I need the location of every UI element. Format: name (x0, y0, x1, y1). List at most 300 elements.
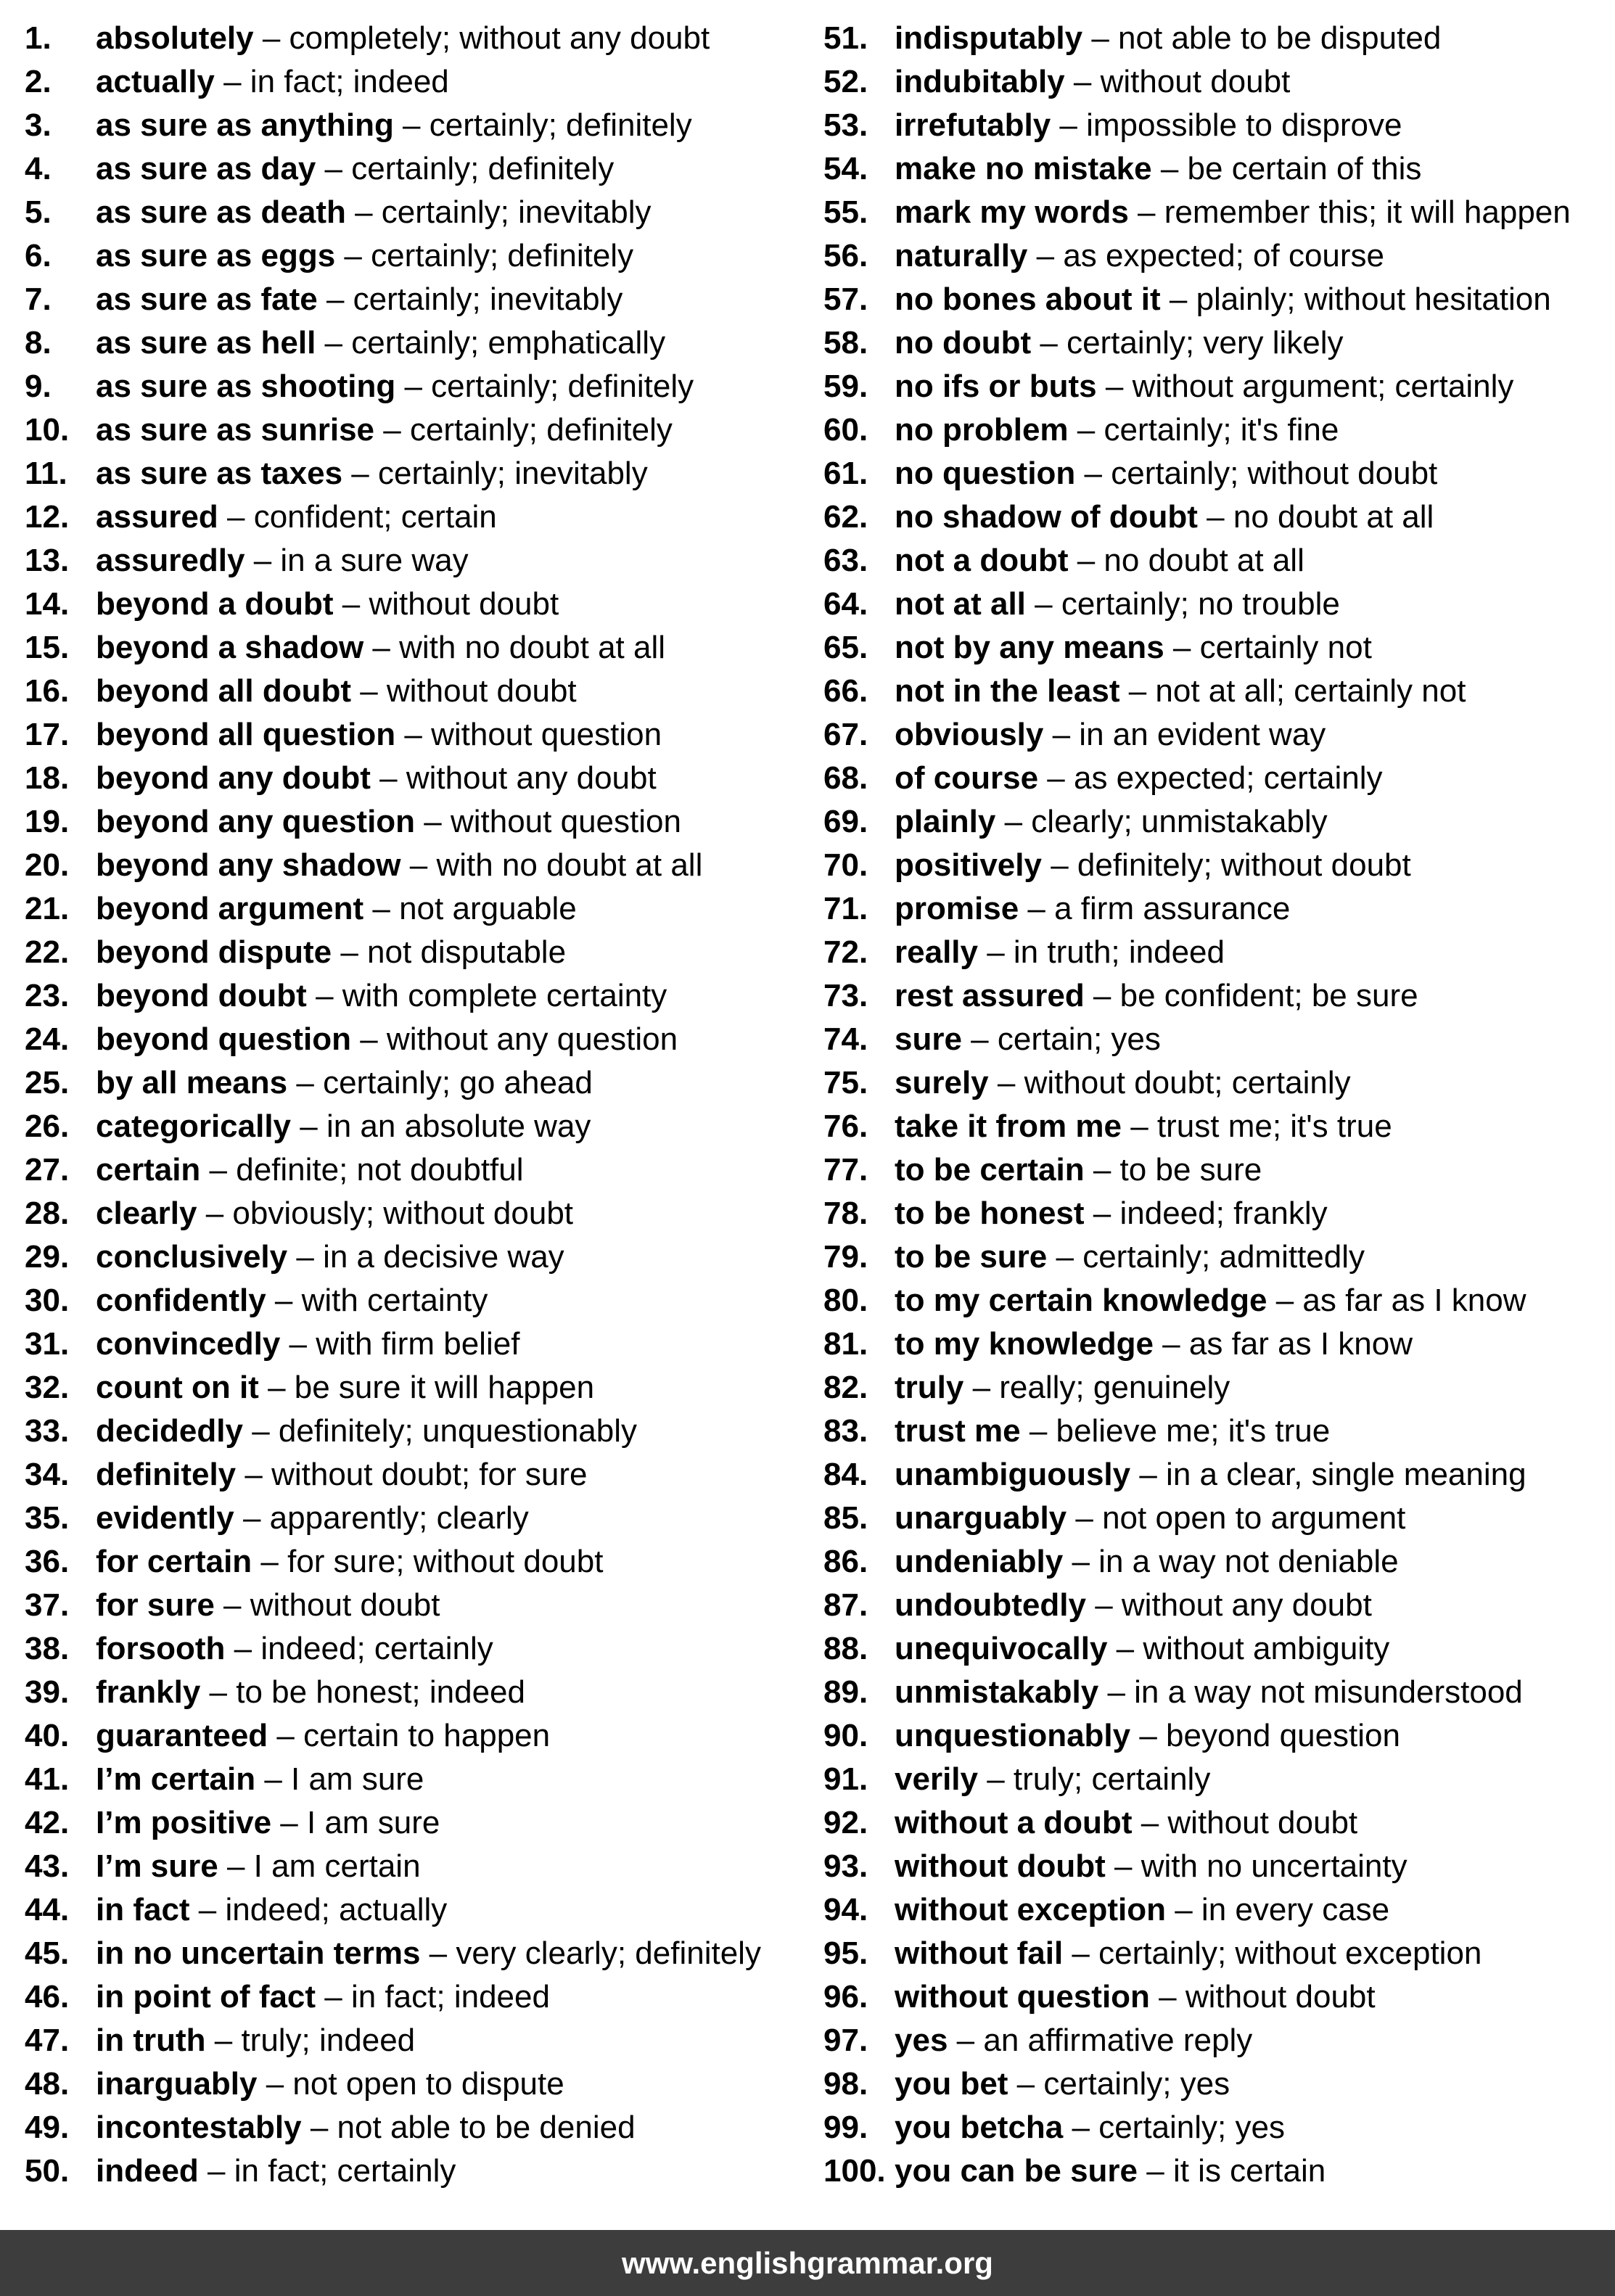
item-number: 11. (25, 456, 67, 491)
item-term: beyond argument (96, 891, 364, 926)
list-item (25, 234, 794, 278)
item-term: no problem (895, 412, 1069, 448)
item-separator: – (214, 64, 250, 99)
item-definition: without doubt (386, 673, 577, 709)
list-item (25, 1105, 794, 1148)
item-number: 71. (823, 891, 868, 926)
item-number: 40. (25, 1718, 70, 1753)
item-number: 99. (823, 2110, 868, 2145)
item-number: 41. (25, 1761, 70, 1797)
item-text (96, 2062, 564, 2106)
item-text (895, 1714, 1400, 1758)
item-term: unequivocally (895, 1631, 1108, 1666)
item-term: yes (895, 2023, 948, 2058)
item-term: indeed (96, 2153, 199, 2189)
item-definition: in a way not deniable (1098, 1544, 1399, 1579)
item-number: 26. (25, 1108, 70, 1144)
item-number: 58. (823, 325, 868, 361)
list-item (823, 2019, 1607, 2062)
item-number: 15. (25, 630, 70, 665)
item-separator: – (218, 1848, 254, 1884)
list-item (823, 2106, 1607, 2149)
item-text (895, 495, 1434, 539)
item-term: really (895, 934, 978, 970)
item-definition: be sure it will happen (294, 1370, 595, 1405)
list-item (823, 1497, 1607, 1540)
item-definition: not at all; certainly not (1155, 673, 1466, 709)
item-separator: – (1047, 1239, 1083, 1275)
item-term: beyond all question (96, 717, 396, 752)
item-term: truly (895, 1370, 964, 1405)
list-item (823, 1322, 1607, 1366)
item-number: 92. (823, 1805, 868, 1840)
item-separator: – (255, 1761, 292, 1797)
item-term: of course (895, 760, 1039, 796)
item-definition: not open to dispute (292, 2066, 564, 2102)
item-number: 55. (823, 194, 868, 230)
item-text (96, 1540, 603, 1584)
item-number: 84. (823, 1457, 868, 1492)
item-term: definitely (96, 1457, 237, 1492)
item-number: 10. (25, 412, 70, 448)
item-number: 73. (823, 978, 868, 1013)
item-separator: – (1085, 1587, 1122, 1623)
item-number: 89. (823, 1674, 868, 1710)
item-separator: – (306, 978, 342, 1013)
item-term: without a doubt (895, 1805, 1133, 1840)
list-item (25, 1018, 794, 1061)
item-definition: in truth; indeed (1013, 934, 1225, 970)
item-text (895, 365, 1513, 408)
item-term: unarguably (895, 1500, 1067, 1536)
item-definition: impossible to disprove (1086, 107, 1402, 143)
list-item (25, 1540, 794, 1584)
list-item (823, 1627, 1607, 1671)
item-text (96, 191, 652, 234)
item-number: 8. (25, 325, 52, 361)
item-text (895, 670, 1466, 713)
item-text (96, 1671, 525, 1714)
list-item (25, 495, 794, 539)
item-number: 74. (823, 1021, 868, 1057)
item-separator: – (1051, 107, 1087, 143)
item-separator: – (333, 586, 369, 622)
item-term: categorically (96, 1108, 292, 1144)
item-definition: indeed; certainly (260, 1631, 493, 1666)
item-number: 36. (25, 1544, 70, 1579)
item-separator: – (351, 1021, 387, 1057)
item-number: 94. (823, 1892, 868, 1927)
list-item (25, 1758, 794, 1801)
item-number: 28. (25, 1196, 70, 1231)
item-separator: – (271, 1805, 307, 1840)
item-definition: it is certain (1172, 2153, 1326, 2189)
item-text (895, 1932, 1482, 1975)
item-separator: – (197, 1196, 233, 1231)
item-term: to be honest (895, 1196, 1085, 1231)
list-item (823, 1888, 1607, 1932)
item-term: certain (96, 1152, 201, 1188)
item-term: no question (895, 456, 1076, 491)
item-number: 45. (25, 1935, 70, 1971)
list-item (25, 104, 794, 147)
list-item (25, 713, 794, 757)
list-item (823, 1932, 1607, 1975)
item-text (895, 2106, 1285, 2149)
item-term: without question (895, 1979, 1150, 2015)
list-item (25, 408, 794, 452)
item-text (96, 1061, 593, 1105)
item-number: 42. (25, 1805, 70, 1840)
list-item (823, 670, 1607, 713)
item-separator: – (316, 1979, 351, 2015)
item-separator: – (1132, 1805, 1168, 1840)
item-definition: no doubt at all (1233, 499, 1434, 535)
item-definition: be confident; be sure (1119, 978, 1418, 1013)
item-definition: certainly; definitely (429, 107, 692, 143)
item-definition: as far as I know (1188, 1326, 1413, 1362)
item-term: verily (895, 1761, 978, 1797)
item-term: conclusively (96, 1239, 288, 1275)
list-item (823, 1279, 1607, 1322)
item-number: 98. (823, 2066, 868, 2102)
item-separator: – (948, 2023, 984, 2058)
item-separator: – (1063, 1935, 1099, 1971)
right-column (823, 17, 1607, 2193)
item-definition: in fact; indeed (350, 1979, 550, 2015)
item-separator: – (200, 1152, 237, 1188)
list-item (25, 1584, 794, 1627)
list-item (25, 626, 794, 670)
item-number: 3. (25, 107, 52, 143)
item-text (895, 278, 1551, 321)
item-number: 70. (823, 847, 868, 883)
item-number: 61. (823, 456, 868, 491)
item-separator: – (257, 2066, 293, 2102)
list-item (823, 1453, 1607, 1497)
item-term: unquestionably (895, 1718, 1131, 1753)
item-definition: certain; yes (997, 1021, 1161, 1057)
list-item (25, 931, 794, 974)
footer-url[interactable]: www.englishgrammar.org (622, 2246, 993, 2280)
item-number: 39. (25, 1674, 70, 1710)
item-term: beyond any question (96, 804, 416, 839)
item-separator: – (350, 673, 387, 709)
item-term: forsooth (96, 1631, 226, 1666)
item-text (895, 1845, 1408, 1888)
item-text (895, 1235, 1365, 1279)
item-separator: – (1107, 1631, 1143, 1666)
item-separator: – (1063, 1544, 1099, 1579)
item-number: 59. (823, 369, 868, 404)
list-item (823, 844, 1607, 887)
item-number: 29. (25, 1239, 70, 1275)
item-term: undeniably (895, 1544, 1064, 1579)
item-definition: an affirmative reply (983, 2023, 1253, 2058)
item-definition: certainly; definitely (371, 238, 634, 273)
list-item (823, 1192, 1607, 1235)
item-separator: – (1130, 1718, 1167, 1753)
item-term: as sure as eggs (96, 238, 336, 273)
item-number: 19. (25, 804, 70, 839)
item-number: 35. (25, 1500, 70, 1536)
list-item (25, 670, 794, 713)
item-definition: without doubt; for sure (271, 1457, 588, 1492)
item-text (96, 1975, 550, 2019)
list-item (25, 757, 794, 800)
item-definition: without any doubt (1121, 1587, 1372, 1623)
item-term: beyond doubt (96, 978, 307, 1013)
list-item (823, 1801, 1607, 1845)
item-number: 83. (823, 1413, 868, 1449)
item-text (96, 1018, 678, 1061)
item-term: guaranteed (96, 1718, 268, 1753)
item-separator: – (1041, 847, 1077, 883)
item-text (96, 1714, 550, 1758)
list-item (25, 2106, 794, 2149)
item-text (96, 800, 681, 844)
item-definition: with no doubt at all (399, 630, 666, 665)
item-separator: – (393, 107, 430, 143)
item-text (96, 539, 469, 583)
list-item (25, 17, 794, 60)
item-term: assured (96, 499, 218, 535)
item-term: count on it (96, 1370, 259, 1405)
item-number: 76. (823, 1108, 868, 1144)
item-separator: – (244, 543, 281, 578)
item-text (895, 1497, 1405, 1540)
list-item (25, 583, 794, 626)
item-definition: definite; not doubtful (236, 1152, 524, 1188)
item-text (96, 1279, 488, 1322)
item-term: beyond a doubt (96, 586, 334, 622)
item-definition: not disputable (367, 934, 567, 970)
item-separator: – (234, 1500, 270, 1536)
item-separator: – (291, 1108, 326, 1144)
item-definition: to be honest; indeed (236, 1674, 525, 1710)
item-separator: – (266, 1283, 302, 1318)
item-separator: – (1160, 281, 1196, 317)
list-item (25, 1932, 794, 1975)
item-separator: – (268, 1718, 304, 1753)
item-text (895, 757, 1383, 800)
item-term: undoubtedly (895, 1587, 1086, 1623)
item-number: 88. (823, 1631, 868, 1666)
item-text (895, 1322, 1413, 1366)
item-separator: – (1068, 412, 1104, 448)
item-number: 80. (823, 1283, 868, 1318)
item-text (96, 670, 577, 713)
item-text (895, 2062, 1230, 2106)
item-text (96, 1497, 529, 1540)
item-definition: certainly; go ahead (323, 1065, 593, 1100)
item-text (895, 713, 1326, 757)
item-definition: definitely; without doubt (1077, 847, 1411, 883)
list-item (25, 191, 794, 234)
list-item (823, 626, 1607, 670)
item-definition: in an evident way (1079, 717, 1326, 752)
list-item (823, 1061, 1607, 1105)
item-term: no doubt (895, 325, 1032, 361)
item-number: 96. (823, 1979, 868, 2015)
left-column (25, 17, 794, 2193)
item-number: 86. (823, 1544, 868, 1579)
item-term: absolutely (96, 20, 254, 56)
item-definition: certainly; emphatically (351, 325, 666, 361)
list-item (25, 1192, 794, 1235)
item-definition: with firm belief (316, 1326, 520, 1362)
item-separator: – (1166, 1892, 1201, 1927)
item-definition: certainly; definitely (409, 412, 673, 448)
item-text (96, 1322, 519, 1366)
item-separator: – (1008, 2066, 1044, 2102)
list-item (823, 713, 1607, 757)
item-term: beyond all doubt (96, 673, 351, 709)
list-item (25, 1801, 794, 1845)
item-term: for sure (96, 1587, 215, 1623)
item-term: sure (895, 1021, 962, 1057)
item-term: to be certain (895, 1152, 1085, 1188)
item-number: 77. (823, 1152, 868, 1188)
item-separator: – (1130, 1457, 1167, 1492)
item-term: I’m sure (96, 1848, 218, 1884)
item-text (96, 60, 449, 104)
item-number: 54. (823, 151, 868, 186)
item-definition: clearly; unmistakably (1031, 804, 1328, 839)
item-definition: in fact; indeed (250, 64, 449, 99)
list-item (25, 1061, 794, 1105)
item-text (895, 1061, 1351, 1105)
item-text (96, 1192, 573, 1235)
item-definition: certain to happen (303, 1718, 551, 1753)
item-text (96, 931, 566, 974)
item-separator: – (198, 2153, 234, 2189)
item-text (895, 1105, 1392, 1148)
item-definition: not able to be disputed (1118, 20, 1442, 56)
item-separator: – (236, 1457, 272, 1492)
list-item (823, 495, 1607, 539)
list-item (823, 583, 1607, 626)
item-separator: – (332, 934, 368, 970)
item-number: 32. (25, 1370, 70, 1405)
item-definition: I am sure (291, 1761, 424, 1797)
item-term: as sure as taxes (96, 456, 343, 491)
item-separator: – (1043, 717, 1080, 752)
item-text (895, 1148, 1262, 1192)
item-term: take it from me (895, 1108, 1122, 1144)
list-item (823, 234, 1607, 278)
item-number: 100. (823, 2153, 886, 2189)
item-number: 9. (25, 369, 52, 404)
item-separator: – (963, 1370, 1000, 1405)
item-text (96, 1453, 587, 1497)
item-term: in no uncertain terms (96, 1935, 421, 1971)
item-term: decidedly (96, 1413, 243, 1449)
item-definition: not able to be denied (337, 2110, 636, 2145)
item-term: I’m certain (96, 1761, 256, 1797)
item-separator: – (400, 847, 437, 883)
item-number: 14. (25, 586, 70, 622)
item-separator: – (1149, 1979, 1185, 2015)
item-text (96, 2106, 636, 2149)
item-term: make no mistake (895, 151, 1152, 186)
item-text (96, 1758, 424, 1801)
item-term: irrefutably (895, 107, 1051, 143)
item-definition: without doubt (1167, 1805, 1358, 1840)
item-definition: trust me; it's true (1156, 1108, 1392, 1144)
item-definition: without ambiguity (1143, 1631, 1390, 1666)
list-item (823, 1018, 1607, 1061)
item-separator: – (1138, 2153, 1173, 2189)
item-term: in truth (96, 2023, 206, 2058)
item-number: 60. (823, 412, 868, 448)
item-separator: – (988, 1065, 1024, 1100)
item-text (96, 104, 692, 147)
list-item (823, 757, 1607, 800)
item-term: assuredly (96, 543, 245, 578)
item-number: 21. (25, 891, 70, 926)
item-definition: certainly; inevitably (381, 194, 652, 230)
item-number: 22. (25, 934, 70, 970)
list-item (823, 800, 1607, 844)
item-text (96, 452, 648, 495)
item-separator: – (301, 2110, 337, 2145)
list-item (25, 365, 794, 408)
list-item (25, 2149, 794, 2193)
item-term: to my certain knowledge (895, 1283, 1267, 1318)
item-definition: with certainty (301, 1283, 488, 1318)
list-item (823, 1410, 1607, 1453)
item-separator: – (1067, 1500, 1103, 1536)
item-definition: in an absolute way (326, 1108, 591, 1144)
item-separator: – (363, 630, 400, 665)
list-item (823, 17, 1607, 60)
item-separator: – (316, 151, 352, 186)
item-definition: without question (431, 717, 662, 752)
list-item (25, 1497, 794, 1540)
item-term: as sure as sunrise (96, 412, 375, 448)
item-separator: – (1267, 1283, 1303, 1318)
item-text (96, 1627, 493, 1671)
item-definition: really; genuinely (999, 1370, 1230, 1405)
item-number: 20. (25, 847, 70, 883)
item-definition: without doubt (1100, 64, 1291, 99)
list-item (25, 1627, 794, 1671)
item-definition: a firm assurance (1054, 891, 1291, 926)
item-separator: – (1096, 369, 1133, 404)
item-separator: – (1068, 543, 1104, 578)
item-separator: – (1105, 1848, 1141, 1884)
item-text (96, 1845, 421, 1888)
item-number: 85. (823, 1500, 868, 1536)
item-text (895, 1627, 1389, 1671)
list-item (823, 321, 1607, 365)
item-separator: – (335, 238, 371, 273)
item-definition: apparently; clearly (269, 1500, 529, 1536)
item-definition: be certain of this (1187, 151, 1422, 186)
list-item (823, 60, 1607, 104)
item-separator: – (977, 934, 1014, 970)
item-text (895, 1801, 1357, 1845)
item-text (895, 887, 1290, 931)
item-number: 7. (25, 281, 52, 317)
item-text (895, 800, 1328, 844)
item-definition: certainly not (1199, 630, 1372, 665)
list-item (25, 539, 794, 583)
item-term: as sure as day (96, 151, 316, 186)
list-item (823, 1235, 1607, 1279)
item-number: 34. (25, 1457, 70, 1492)
